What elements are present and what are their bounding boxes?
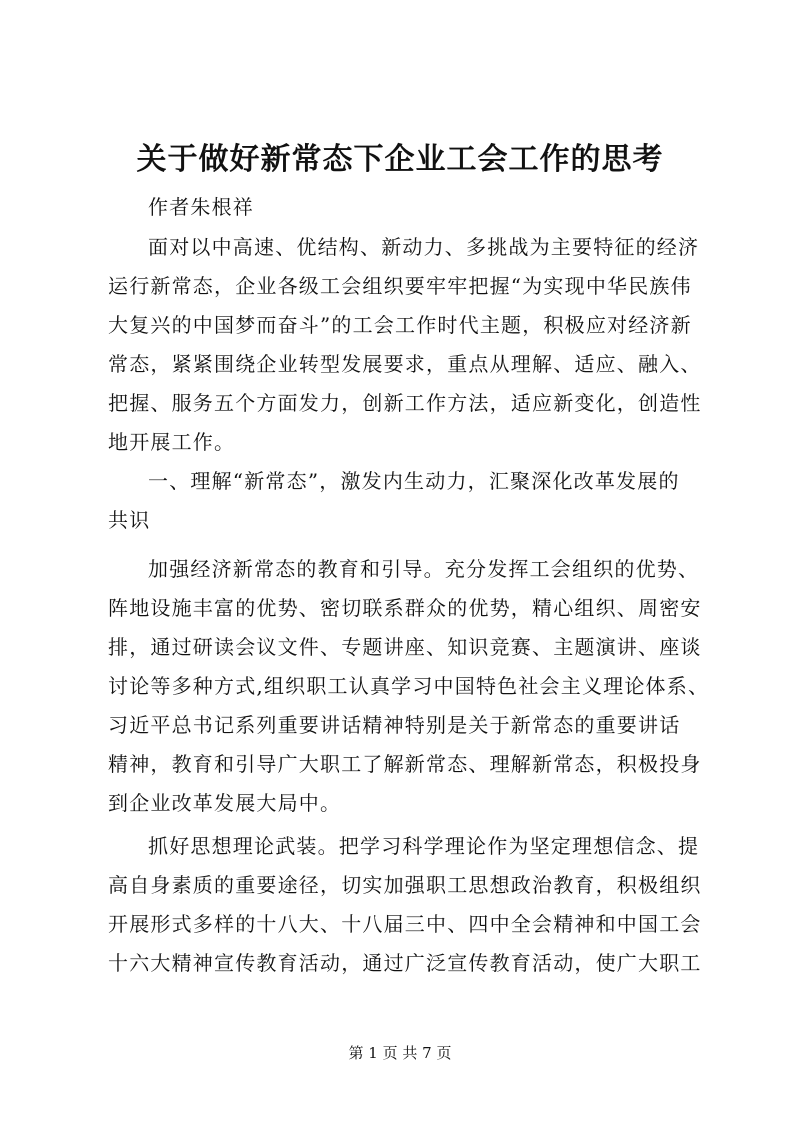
paragraph-line: 精神，教育和引导广大职工了解新常态、理解新常态，积极投身 — [108, 752, 702, 776]
heading-line: 一、理解“新常态”，激发内生动力，汇聚深化改革发展的 — [148, 469, 680, 493]
paragraph-line: 运行新常态，企业各级工会组织要牢牢把握“为实现中华民族伟 — [108, 274, 692, 298]
paragraph-line: 大复兴的中国梦而奋斗”的工会工作时代主题，积极应对经济新 — [108, 313, 692, 337]
author-line — [108, 188, 748, 227]
paragraph-line: 地开展工作。 — [108, 430, 236, 454]
document-title: 关于做好新常态下企业工会工作的思考 — [136, 142, 664, 177]
paragraph-line: 把握、服务五个方面发力，创新工作方法，适应新变化，创造性 — [108, 391, 702, 415]
heading-line: 共识 — [108, 508, 151, 532]
paragraph-line: 抓好思想理论武装。把学习科学理论作为坚定理想信念、提 — [148, 834, 700, 858]
paragraph-line: 习近平总书记系列重要讲话精神特别是关于新常态的重要讲话 — [108, 713, 681, 737]
paragraph-line: 讨论等多种方式,组织职工认真学习中国特色社会主义理论体系、 — [108, 674, 710, 698]
paragraph-line: 高自身素质的重要途径，切实加强职工思想政治教育，积极组织 — [108, 873, 702, 897]
page-footer: 第 1 页 共 7 页 — [348, 1044, 452, 1062]
paragraph-line: 面对以中高速、优结构、新动力、多挑战为主要特征的经济 — [148, 235, 700, 259]
paragraph-line: 加强经济新常态的教育和引导。充分发挥工会组织的优势、 — [148, 557, 700, 581]
author-text: 作者朱根祥 — [148, 195, 254, 219]
paragraph-line: 排，通过研读会议文件、专题讲座、知识竞赛、主题演讲、座谈 — [108, 635, 702, 659]
paragraph-3 — [108, 550, 708, 823]
paragraph-line: 常态，紧紧围绕企业转型发展要求，重点从理解、适应、融入、 — [108, 352, 702, 376]
section-heading-1 — [108, 462, 708, 540]
paragraph-line: 十六大精神宣传教育活动，通过广泛宣传教育活动，使广大职工 — [108, 951, 702, 975]
paragraph-line: 阵地设施丰富的优势、密切联系群众的优势，精心组织、周密安 — [108, 596, 702, 620]
paragraph-4 — [108, 827, 708, 983]
paragraph-line: 到企业改革发展大局中。 — [108, 791, 342, 815]
paragraph-line: 开展形式多样的十八大、十八届三中、四中全会精神和中国工会 — [108, 912, 702, 936]
paragraph-1 — [108, 228, 708, 462]
